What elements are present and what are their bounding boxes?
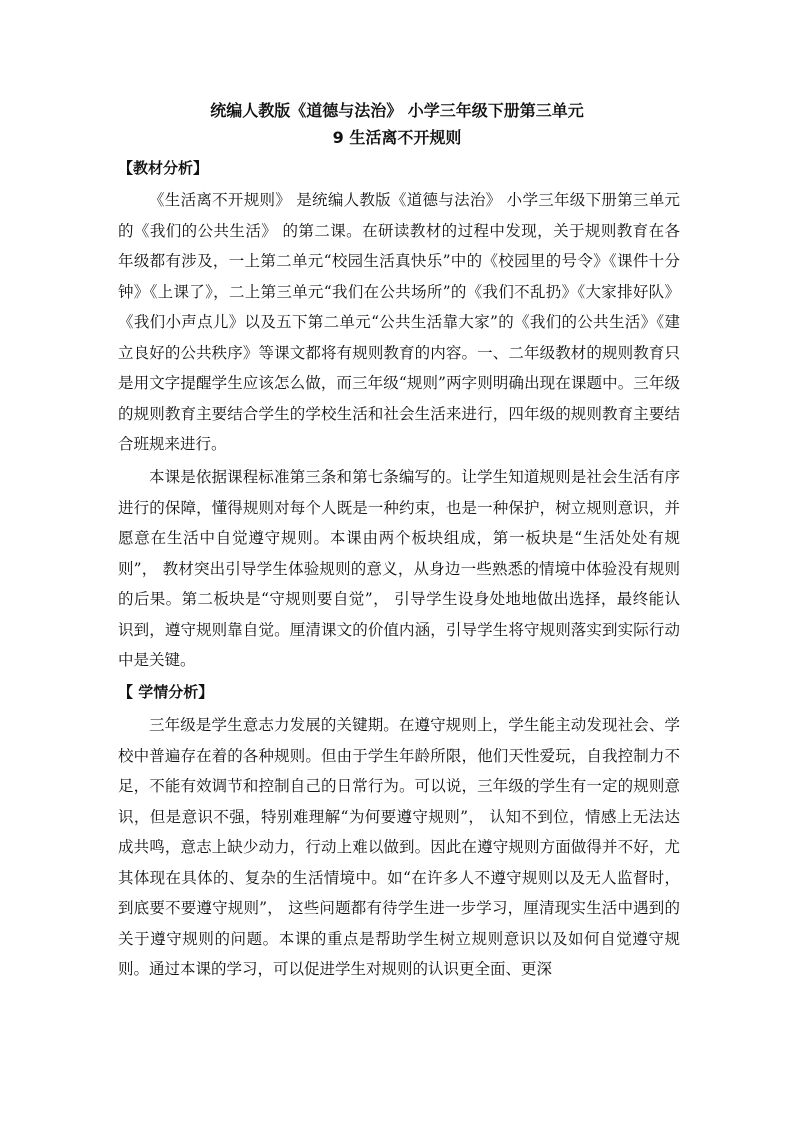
section-heading-textbook-analysis: 【教材分析】 [118, 159, 209, 177]
paragraph-textbook-analysis-2: 本课是依据课程标准第三条和第七条编写的。让学生知道规则是社会生活有序进行的保障，懂得规则对每个人既是一种约束，也是一种保护，树立规则意识，并愿意在生活中自觉遵守规则。本课由两个板块组成，第一板块是“生活处处有规则”， 教材突出引导学生体验规则的意义，从身边一些熟悉的情境中体验没有规则的后果。第二板块是“守规则要自觉”， 引导学生设身处地地做出选择，最终能认识到，遵守规则靠自觉。厘清课文的价值内涵，引导学生将守规则落实到实际行动中是关键。 [118, 468, 680, 669]
paragraph-textbook-analysis-1: 《生活离不开规则》 是统编人教版《道德与法治》 小学三年级下册第三单元的《我们的公共生活》 的第二课。在研读教材的过程中发现，关于规则教育在各年级都有涉及，一上第二单元“校园生活真快乐”中的《校园里的号令》《课件十分钟》《上课了》，二上第三单元“我们在公共场所”的《我们不乱扔》《大家排好队》《我们小声点儿》以及五下第二单元“公共生活靠大家”的《我们的公共生活》《建立良好的公共秩序》等课文都将有规则教育的内容。一、二年级教材的规则教育只是用文字提醒学生应该怎么做，而三年级“规则”两字则明确出现在课题中。三年级的规则教育主要结合学生的学校生活和社会生活来进行，四年级的规则教育主要结合班规来进行。 [118, 191, 680, 453]
document-title: 统编人教版《道德与法治》 小学三年级下册第三单元 [210, 101, 584, 120]
section-heading-student-analysis: 【 学情分析】 [118, 683, 214, 701]
paragraph-student-analysis-1: 三年级是学生意志力发展的关键期。在遵守规则上，学生能主动发现社会、学校中普遍存在着的各种规则。但由于学生年龄所限，他们天性爱玩，自我控制力不足，不能有效调节和控制自己的日常行为。可以说，三年级的学生有一定的规则意识，但是意识不强，特别难理解“为何要遵守规则”， 认知不到位，情感上无法达成共鸣，意志上缺少动力，行动上难以做到。因此在遵守规则方面做得并不好，尤其体现在具体的、复杂的生活情境中。如“在许多人不遵守规则以及无人监督时，到底要不要遵守规则”， 这些问题都有待学生进一步学习，厘清现实生活中遇到的关于遵守规则的问题。本课的重点是帮助学生树立规则意识以及如何自觉遵守规则。通过本课的学习，可以促进学生对规则的认识更全面、更深 [118, 716, 680, 978]
lesson-title: 9 生活离不开规则 [332, 128, 462, 147]
